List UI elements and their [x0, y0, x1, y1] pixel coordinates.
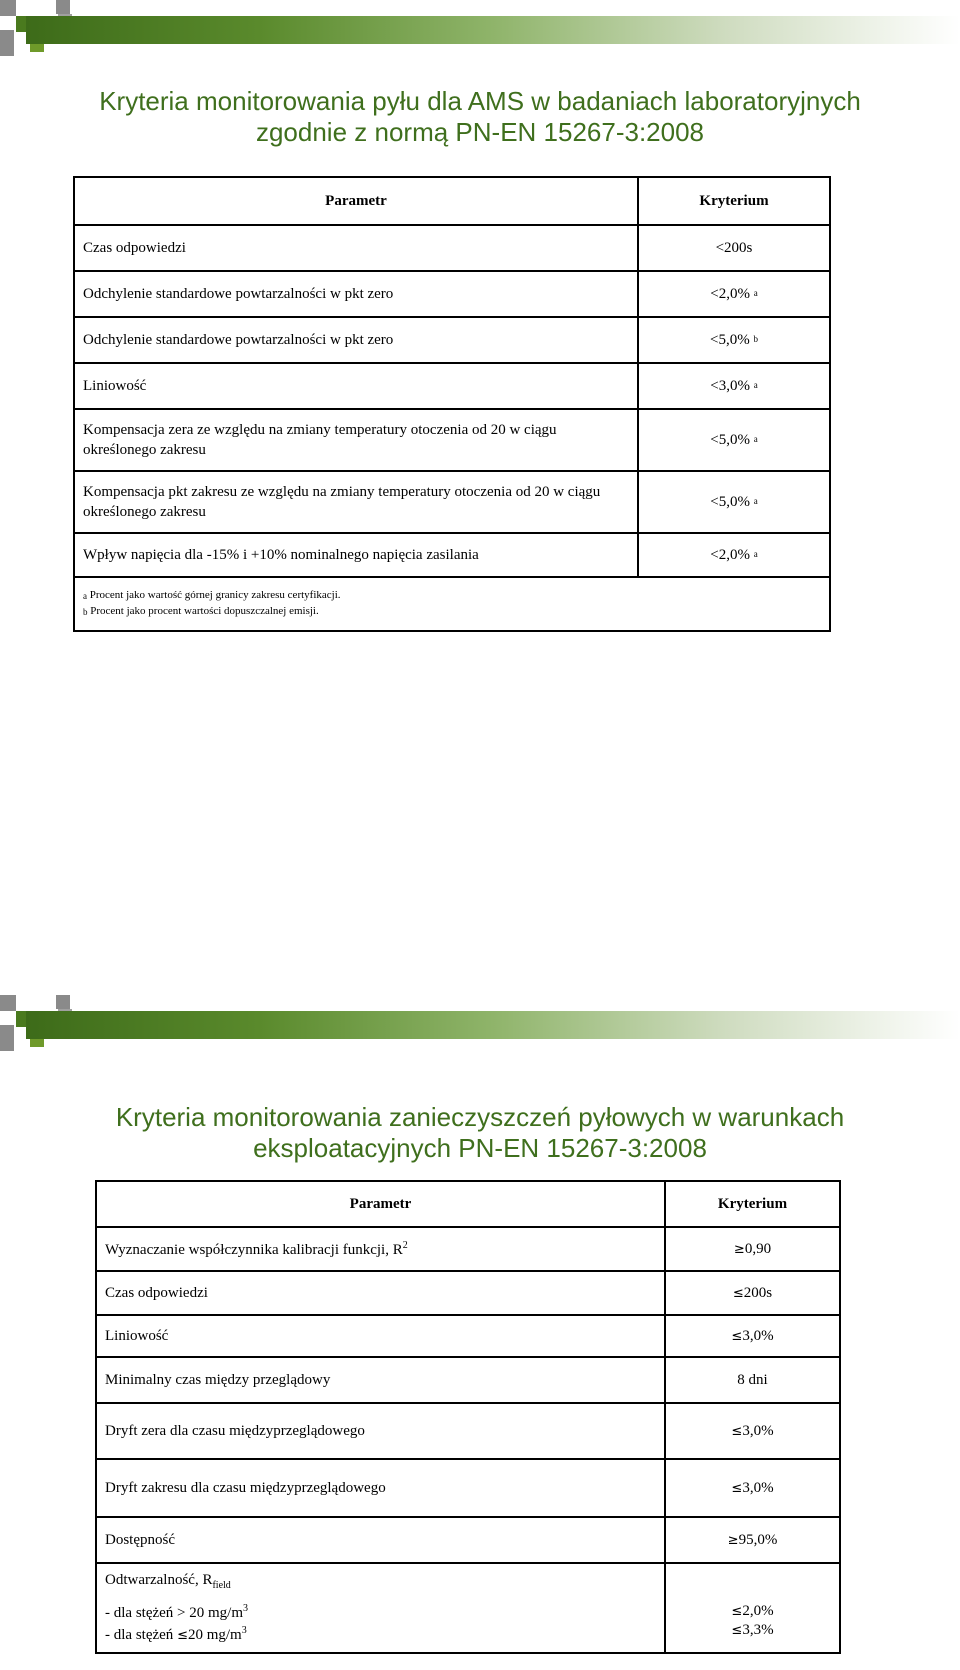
table-row	[74, 471, 830, 533]
row-param: Odchylenie standardowe powtarzalności w pkt zero	[74, 317, 638, 363]
table-row	[96, 1227, 840, 1271]
row-crit: ≥95,0%	[665, 1517, 840, 1563]
row-param: Wpływ napięcia dla -15% i +10% nominalnego napięcia zasilania	[74, 533, 638, 577]
row-param: Czas odpowiedzi	[96, 1271, 665, 1315]
row-param: Kompensacja pkt zakresu ze względu na zmiany temperatury otoczenia od 20 w ciągu określonego zakresu	[74, 471, 638, 533]
table-row	[96, 1403, 840, 1459]
table-row	[96, 1517, 840, 1563]
table-row	[96, 1271, 840, 1315]
row-crit: <200s	[638, 225, 830, 271]
row-crit: ≤3,0%	[665, 1403, 840, 1459]
table-row	[74, 317, 830, 363]
header-crit: Kryterium	[638, 177, 830, 225]
row-crit: 8 dni	[665, 1357, 840, 1403]
title-line-1: Kryteria monitorowania pyłu dla AMS w badaniach laboratoryjnych	[99, 86, 861, 116]
row-param: Dryft zera dla czasu międzyprzeglądowego	[96, 1403, 665, 1459]
row-crit: <3,0% $^a$	[638, 363, 830, 409]
title-line-1: Kryteria monitorowania zanieczyszczeń pyłowych w warunkach	[115, 1102, 845, 1132]
footnotes-row	[74, 577, 830, 631]
title-line-2: zgodnie z normą PN-EN 15267-3:2008	[255, 117, 705, 148]
row-crit: ≤3,0%	[665, 1459, 840, 1517]
row-crit: ≥0,90	[665, 1227, 840, 1271]
header-decoration	[0, 0, 960, 70]
table-row	[96, 1459, 840, 1517]
table-row	[74, 271, 830, 317]
footnote-b: $^b$ Procent jako procent wartości dopuszczalnej emisji.	[83, 604, 319, 617]
row-param: Odtwarzalność, $R_{field}$ - dla stężeń > 20 $mg/m^3$ - dla stężeń ≤20 $mg/m^3$	[96, 1563, 665, 1653]
row-crit: <2,0% $^a$	[638, 533, 830, 577]
slide-2	[0, 995, 960, 1670]
row-param: Liniowość	[96, 1315, 665, 1357]
criteria-table-lab	[73, 176, 831, 632]
row-crit: ≤200s	[665, 1271, 840, 1315]
footnotes	[74, 577, 830, 631]
row-param: Dryft zakresu dla czasu międzyprzeglądowego	[96, 1459, 665, 1517]
table-row	[74, 363, 830, 409]
table-row	[74, 533, 830, 577]
table-row	[96, 1357, 840, 1403]
header-param: Parametr	[96, 1181, 665, 1227]
row-crit: <5,0% $^a$	[638, 471, 830, 533]
row-param: Odchylenie standardowe powtarzalności w pkt zero	[74, 271, 638, 317]
row-crit: <5,0% $^a$	[638, 409, 830, 471]
row-crit: ≤3,0%	[665, 1315, 840, 1357]
row-crit: <5,0% $^b$	[638, 317, 830, 363]
header-param: Parametr	[74, 177, 638, 225]
header-decoration	[0, 995, 960, 1065]
row-param: Minimalny czas między przeglądowy	[96, 1357, 665, 1403]
page-title	[0, 1102, 960, 1164]
row-param: Kompensacja zera ze względu na zmiany temperatury otoczenia od 20 w ciągu określonego zakresu	[74, 409, 638, 471]
header-crit: Kryterium	[665, 1181, 840, 1227]
criteria-table-field	[95, 1180, 841, 1654]
table-row	[74, 225, 830, 271]
row-param: Liniowość	[74, 363, 638, 409]
row-crit: <2,0% $^a$	[638, 271, 830, 317]
page-title	[0, 86, 960, 148]
row-param: Wyznaczanie współczynnika kalibracji funkcji, $R^2$	[96, 1227, 665, 1271]
title-line-2: eksploatacyjnych PN-EN 15267-3:2008	[253, 1133, 707, 1164]
table-row	[96, 1315, 840, 1357]
footnote-a: $^a$ Procent jako wartość górnej granicy zakresu certyfikacji.	[83, 589, 341, 601]
row-param: Dostępność	[96, 1517, 665, 1563]
table-row	[74, 409, 830, 471]
row-param: Czas odpowiedzi	[74, 225, 638, 271]
row-crit: ≤2,0% ≤3,3%	[665, 1563, 840, 1653]
table-row-reproducibility	[96, 1563, 840, 1653]
